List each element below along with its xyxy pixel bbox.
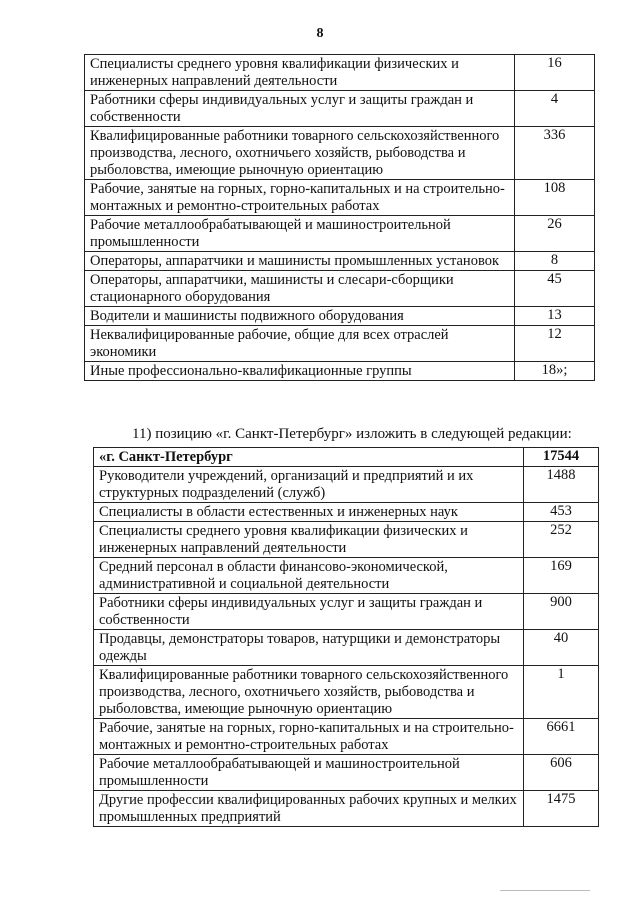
table-row [85, 216, 595, 252]
table-row [94, 522, 599, 558]
profession-group-name: Водители и машинисты подвижного оборудования [85, 307, 515, 326]
region-name: «г. Санкт-Петербург [94, 448, 524, 467]
table-row [94, 719, 599, 755]
profession-group-count: 1 [524, 666, 599, 719]
profession-group-name: Работники сферы индивидуальных услуг и защиты граждан и собственности [94, 594, 524, 630]
profession-group-count: 6661 [524, 719, 599, 755]
profession-group-name: Иные профессионально-квалификационные группы [85, 362, 515, 381]
table-row [94, 755, 599, 791]
table-row [85, 307, 595, 326]
profession-group-count: 1488 [524, 467, 599, 503]
profession-group-count: 1475 [524, 791, 599, 827]
profession-table-spb [93, 447, 599, 827]
page-number: 8 [316, 26, 324, 41]
profession-group-name: Специалисты в области естественных и инженерных наук [94, 503, 524, 522]
table-row [94, 558, 599, 594]
region-header-row [94, 448, 599, 467]
profession-group-count: 18»; [515, 362, 595, 381]
table-row [94, 467, 599, 503]
profession-group-name: Специалисты среднего уровня квалификации физических и инженерных направлений деятельности [94, 522, 524, 558]
profession-group-count: 26 [515, 216, 595, 252]
table-row [85, 326, 595, 362]
profession-group-name: Рабочие металлообрабатывающей и машиностроительной промышленности [85, 216, 515, 252]
profession-group-name: Работники сферы индивидуальных услуг и защиты граждан и собственности [85, 91, 515, 127]
profession-group-name: Квалифицированные работники товарного сельскохозяйственного производства, лесного, охотничьего хозяйств, рыбоводства и рыболовства, имеющие рыночную ориентацию [94, 666, 524, 719]
profession-group-count: 252 [524, 522, 599, 558]
profession-group-count: 453 [524, 503, 599, 522]
profession-group-count: 606 [524, 755, 599, 791]
profession-group-name: Квалифицированные работники товарного сельскохозяйственного производства, лесного, охотничьего хозяйств, рыбоводства и рыболовства, имеющие рыночную ориентацию [85, 127, 515, 180]
table-row [94, 503, 599, 522]
profession-group-count: 8 [515, 252, 595, 271]
profession-group-name: Продавцы, демонстраторы товаров, натурщики и демонстраторы одежды [94, 630, 524, 666]
table-row [85, 362, 595, 381]
profession-group-name: Неквалифицированные рабочие, общие для всех отраслей экономики [85, 326, 515, 362]
table-row [94, 630, 599, 666]
profession-group-count: 4 [515, 91, 595, 127]
profession-group-name: Операторы, аппаратчики, машинисты и слесари-сборщики стационарного оборудования [85, 271, 515, 307]
profession-group-count: 40 [524, 630, 599, 666]
table-row [85, 271, 595, 307]
profession-group-count: 16 [515, 55, 595, 91]
table-row [94, 791, 599, 827]
scan-artifact-line [500, 890, 590, 891]
profession-group-count: 336 [515, 127, 595, 180]
profession-group-count: 169 [524, 558, 599, 594]
profession-group-count: 45 [515, 271, 595, 307]
table-row [85, 91, 595, 127]
table-row [85, 127, 595, 180]
table-row [85, 55, 595, 91]
profession-group-name: Рабочие, занятые на горных, горно-капитальных и на строительно-монтажных и ремонтно-строительных работах [85, 180, 515, 216]
region-total: 17544 [524, 448, 599, 467]
profession-group-name: Руководители учреждений, организаций и предприятий и их структурных подразделений (служб) [94, 467, 524, 503]
profession-group-count: 108 [515, 180, 595, 216]
profession-group-count: 13 [515, 307, 595, 326]
profession-group-name: Рабочие металлообрабатывающей и машиностроительной промышленности [94, 755, 524, 791]
table-row [94, 594, 599, 630]
profession-group-count: 12 [515, 326, 595, 362]
profession-group-name: Специалисты среднего уровня квалификации физических и инженерных направлений деятельности [85, 55, 515, 91]
table-row [94, 666, 599, 719]
table-row [85, 180, 595, 216]
profession-group-name: Операторы, аппаратчики и машинисты промышленных установок [85, 252, 515, 271]
profession-table-continued [84, 54, 595, 381]
profession-group-name: Другие профессии квалифицированных рабочих крупных и мелких промышленных предприятий [94, 791, 524, 827]
profession-group-name: Средний персонал в области финансово-экономической, административной и социальной деятельности [94, 558, 524, 594]
profession-group-name: Рабочие, занятые на горных, горно-капитальных и на строительно-монтажных и ремонтно-строительных работах [94, 719, 524, 755]
amendment-intro: 11) позицию «г. Санкт-Петербург» изложить в следующей редакции: [132, 426, 572, 442]
table-row [85, 252, 595, 271]
profession-group-count: 900 [524, 594, 599, 630]
